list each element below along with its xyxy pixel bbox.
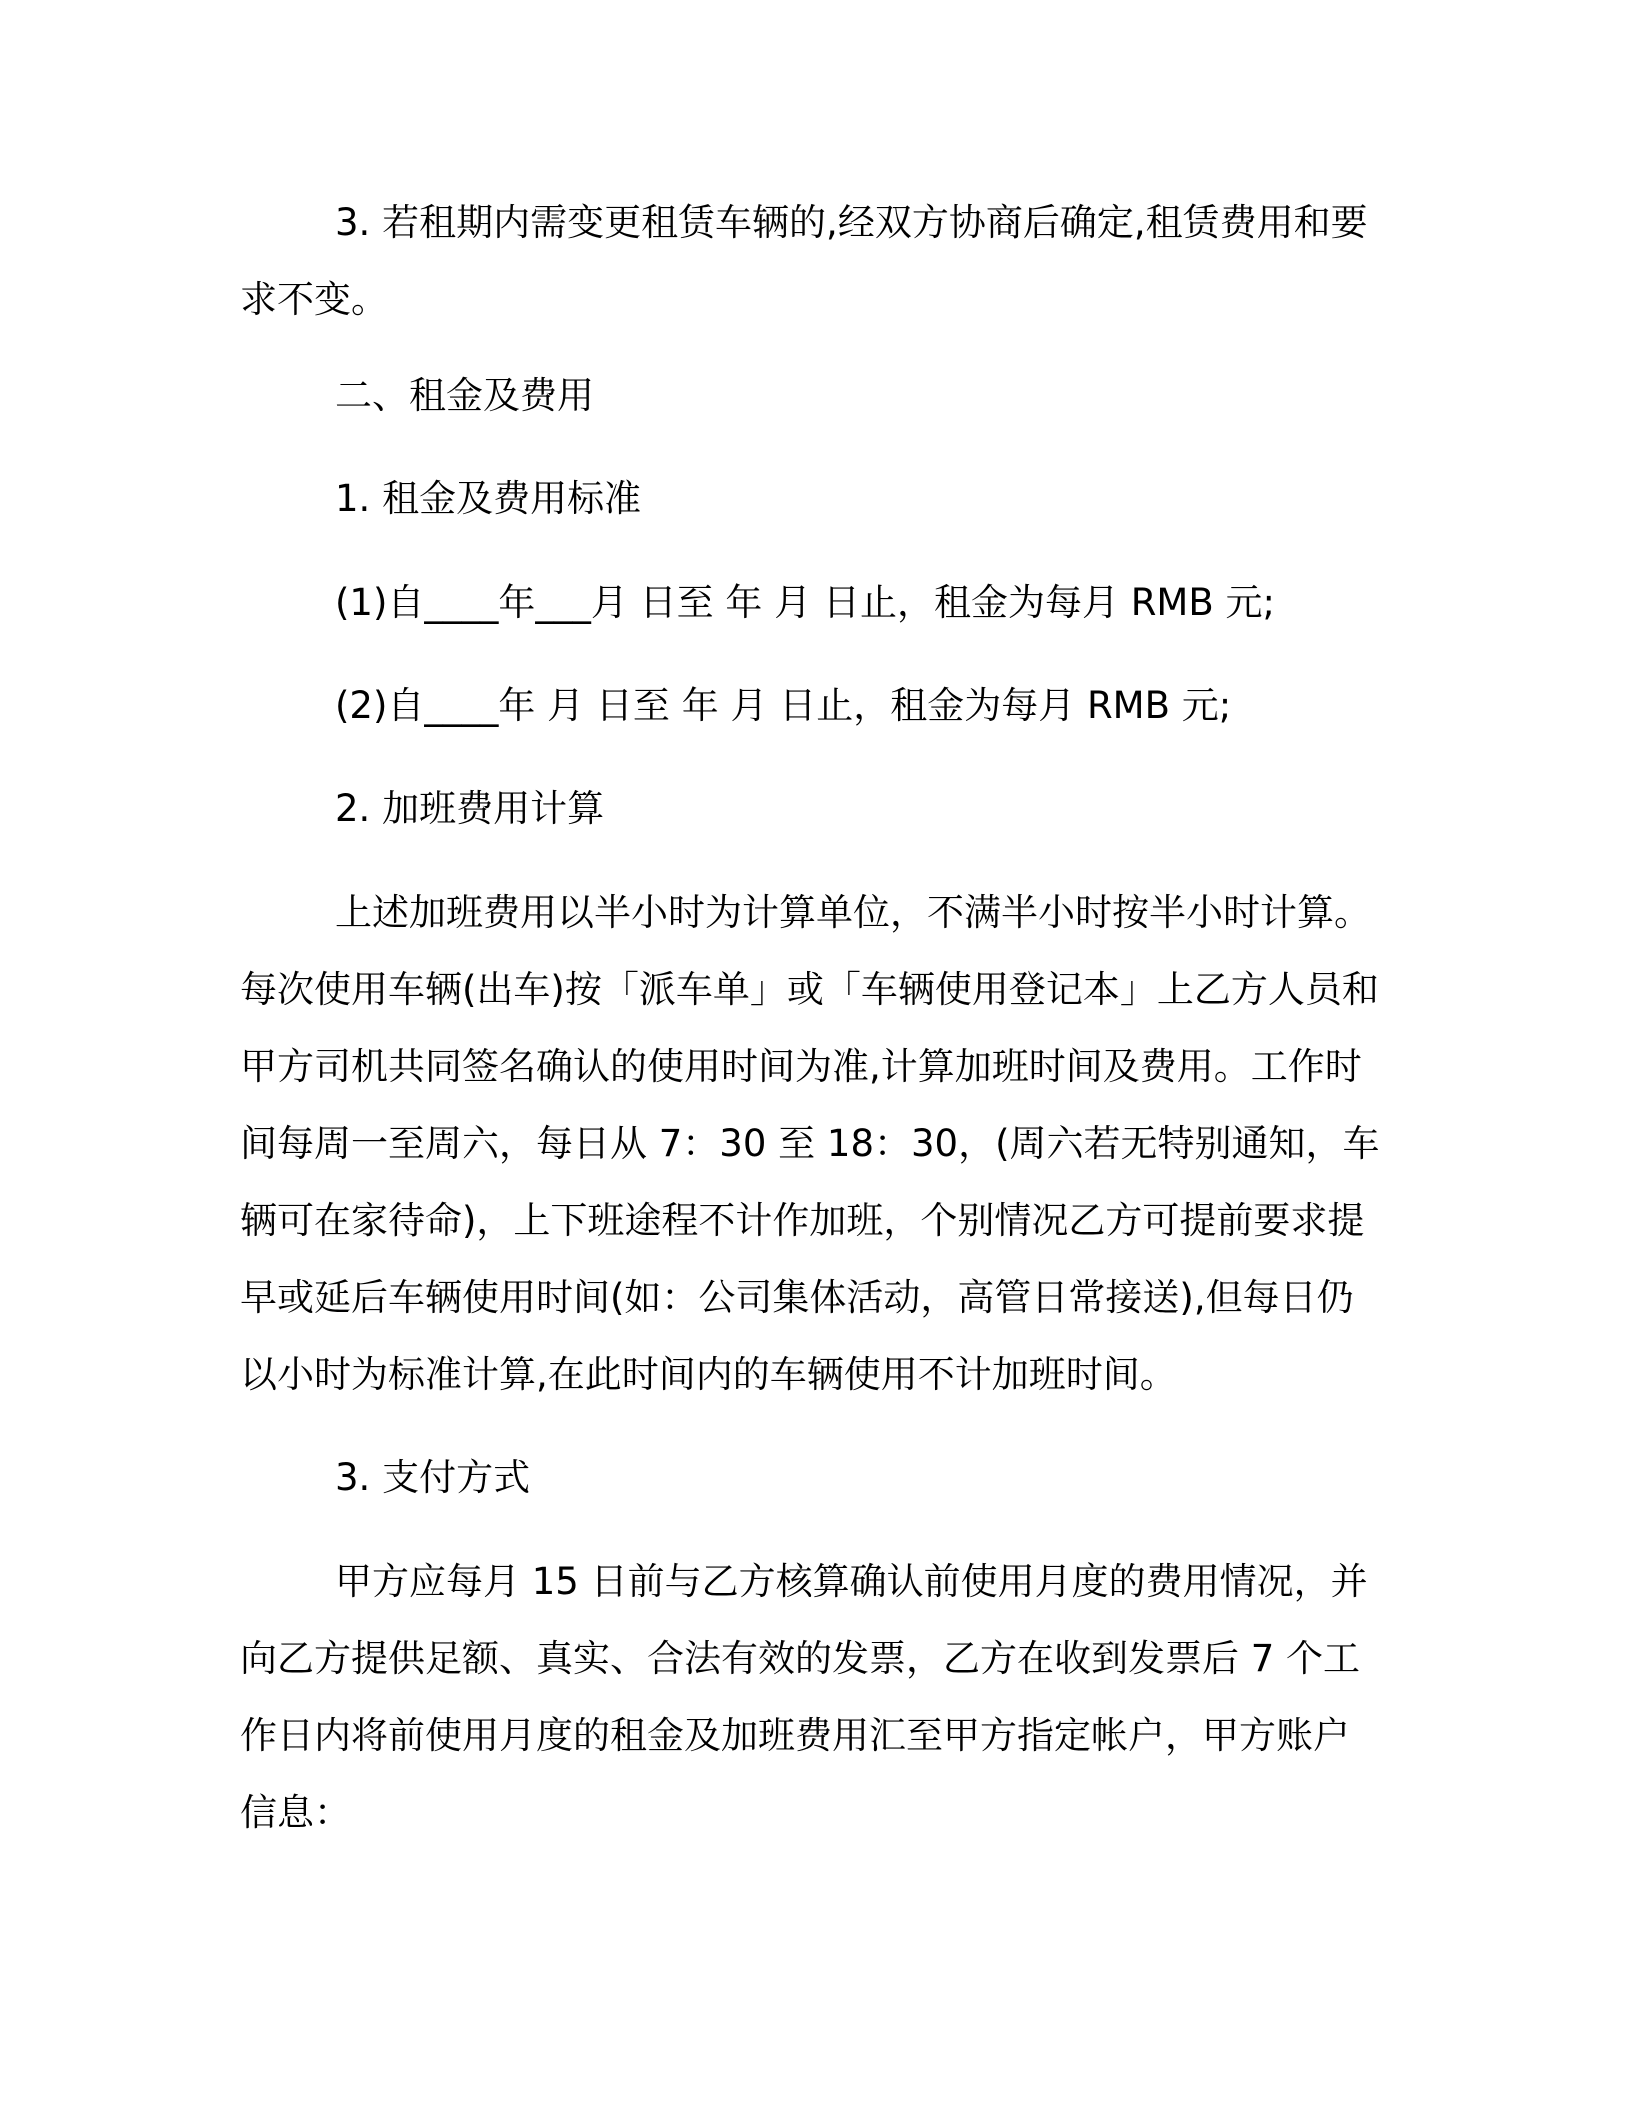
- payment-paragraph: 甲方应每月 15 日前与乙方核算确认前使用月度的费用情况，并向乙方提供足额、真实、合法有效的发票，乙方在收到发票后 7 个工作日内将前使用月度的租金及加班费用汇至甲方指定帐户，甲方账户信息：: [240, 1560, 1368, 1834]
- subsection-2-heading: 2. 加班费用计算: [335, 787, 605, 830]
- rent-period-2: (2)自____年 月 日至 年 月 日止，租金为每月 RMB 元;: [335, 684, 1232, 727]
- overtime-paragraph: 上述加班费用以半小时为计算单位，不满半小时按半小时计算。每次使用车辆(出车)按「派车单」或「车辆使用登记本」上乙方人员和甲方司机共同签名确认的使用时间为准,计算加班时间及费用。工作时间每周一至周六，每日从 7：30 至 18：30，(周六若无特别通知，车辆可在家待命)，上下班途程不计作加班，个别情况乙方可提前要求提早或延后车辆使用时间(如：公司集体活动，高管日常接送),但每日仍以小时为标准计算,在此时间内的车辆使用不计加班时间。: [240, 891, 1380, 1396]
- rent-period-1: (1)自____年___月 日至 年 月 日止，租金为每月 RMB 元;: [335, 581, 1275, 624]
- subsection-1-heading: 1. 租金及费用标准: [335, 477, 642, 520]
- clause-3-vehicle-change: 3. 若租期内需变更租赁车辆的,经双方协商后确定,租赁费用和要求不变。: [240, 201, 1368, 321]
- subsection-3-heading: 3. 支付方式: [335, 1456, 531, 1499]
- section-2-heading: 二、租金及费用: [335, 374, 594, 417]
